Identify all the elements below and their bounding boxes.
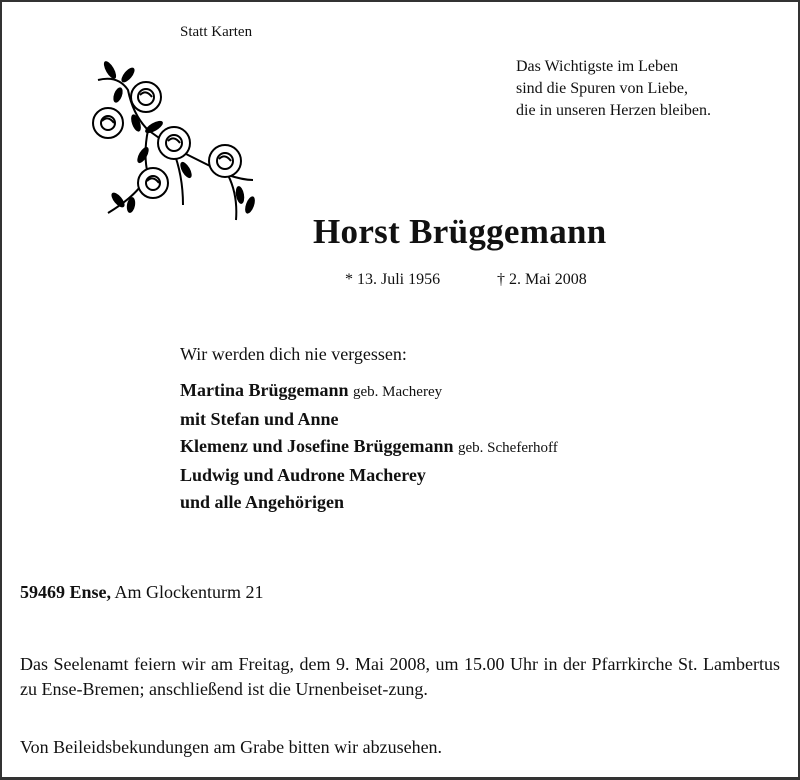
- mourner: [180, 462, 558, 489]
- statt-karten: Statt Karten: [180, 24, 253, 40]
- mourner-name: mit Stefan und Anne: [180, 409, 339, 429]
- mourner-name: Martina Brüggemann: [180, 380, 349, 400]
- roses-illustration: [88, 55, 268, 225]
- mourner-name: Klemenz und Josefine Brüggemann: [180, 436, 454, 456]
- address: [20, 582, 264, 603]
- intro-text: Wir werden dich nie vergessen:: [180, 344, 407, 364]
- service-text: Das Seelenamt feiern wir am Freitag, dem 9. Mai 2008, um 15.00 Uhr in der Pfarrkirche St. Lambertus zu Ense-Bremen; anschließend ist die Urnenbeiset-zung.: [20, 654, 780, 699]
- quote-line: die in unseren Herzen bleiben.: [516, 102, 712, 119]
- death-date: † 2. Mai 2008: [497, 271, 587, 288]
- address-street: Am Glockenturm 21: [114, 582, 264, 602]
- mourner-note: geb. Scheferhoff: [458, 440, 558, 456]
- quote-line: Das Wichtigste im Leben: [516, 58, 679, 75]
- deceased-name: Horst Brüggemann: [313, 212, 607, 251]
- mourner: [180, 433, 558, 462]
- address-postal: 59469 Ense,: [20, 582, 112, 602]
- mourner-note: geb. Macherey: [353, 384, 443, 400]
- mourner-name: Ludwig und Audrone Macherey: [180, 465, 426, 485]
- birth-date: * 13. Juli 1956: [345, 271, 441, 288]
- mourners-list: [180, 377, 558, 516]
- mourner-name: und alle Angehörigen: [180, 492, 345, 512]
- quote-line: sind die Spuren von Liebe,: [516, 80, 688, 97]
- mourner: [180, 377, 558, 406]
- mourner: [180, 406, 558, 433]
- mourner: [180, 489, 558, 516]
- closing-text: Von Beileidsbekundungen am Grabe bitten wir abzusehen.: [20, 737, 443, 757]
- quote: [516, 56, 711, 122]
